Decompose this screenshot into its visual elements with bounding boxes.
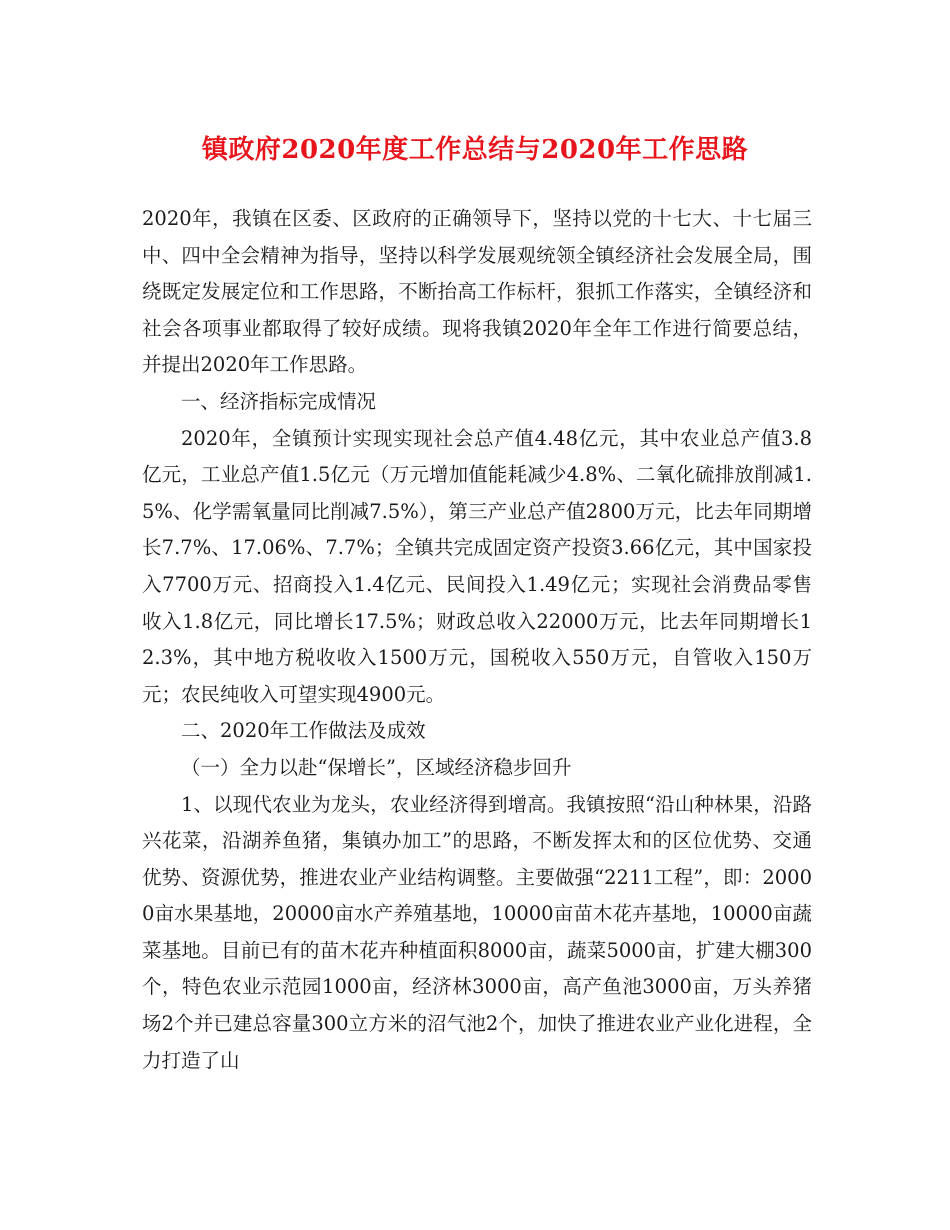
- section-heading-economic-indicators: 一、经济指标完成情况: [181, 389, 377, 413]
- document-title: 镇政府2020年度工作总结与2020年工作思路: [201, 135, 749, 165]
- paragraph-modern-agriculture: 1、以现代农业为龙头，农业经济得到增高。我镇按照“沿山种林果，沿路兴花菜，沿湖养鱼猪，集镇办加工”的思路，不断发挥太和的区位优势、交通优势、资源优势，推进农业产业结构调整。主要做强“2211工程”，即：20000亩水果基地，20000亩水产养殖基地，10000亩苗木花卉基地，10000亩蔬菜基地。目前已有的苗木花卉种植面积8000亩，蔬菜5000亩，扩建大棚300个，特色农业示范园1000亩，经济林3000亩，高产鱼池3000亩，万头养猪场2个并已建总容量300立方米的沼气池2个，加快了推进农业产业化进程，全力打造了山: [142, 792, 812, 1072]
- document-body: [142, 201, 812, 1079]
- section-heading-work-results: 二、2020年工作做法及成效: [181, 719, 426, 743]
- paragraph-intro: 2020年，我镇在区委、区政府的正确领导下，坚持以党的十七大、十七届三中、四中全会精神为指导，坚持以科学发展观统领全镇经济社会发展全局，围绕既定发展定位和工作思路，不断抬高工作标杆，狠抓工作落实，全镇经济和社会各项事业都取得了较好成绩。现将我镇2020年全年工作进行简要总结，并提出2020年工作思路。: [142, 207, 812, 377]
- paragraph-economic-indicators: 2020年，全镇预计实现实现社会总产值4.48亿元，其中农业总产值3.8亿元，工业总产值1.5亿元（万元增加值能耗减少4.8%、二氧化硫排放削减1.5%、化学需氧量同比削减7.5%），第三产业总产值2800万元，比去年同期增长7.7%、17.06%、7.7%；全镇共完成固定资产投资3.66亿元，其中国家投入7700万元、招商投入1.4亿元、民间投入1.49亿元；实现社会消费品零售收入1.8亿元，同比增长17.5%；财政总收入22000万元，比去年同期增长12.3%，其中地方税收收入1500万元，国税收入550万元，自管收入150万元；农民纯收入可望实现4900元。: [142, 426, 812, 706]
- subsection-heading-growth: （一）全力以赴“保增长”，区域经济稳步回升: [181, 755, 572, 779]
